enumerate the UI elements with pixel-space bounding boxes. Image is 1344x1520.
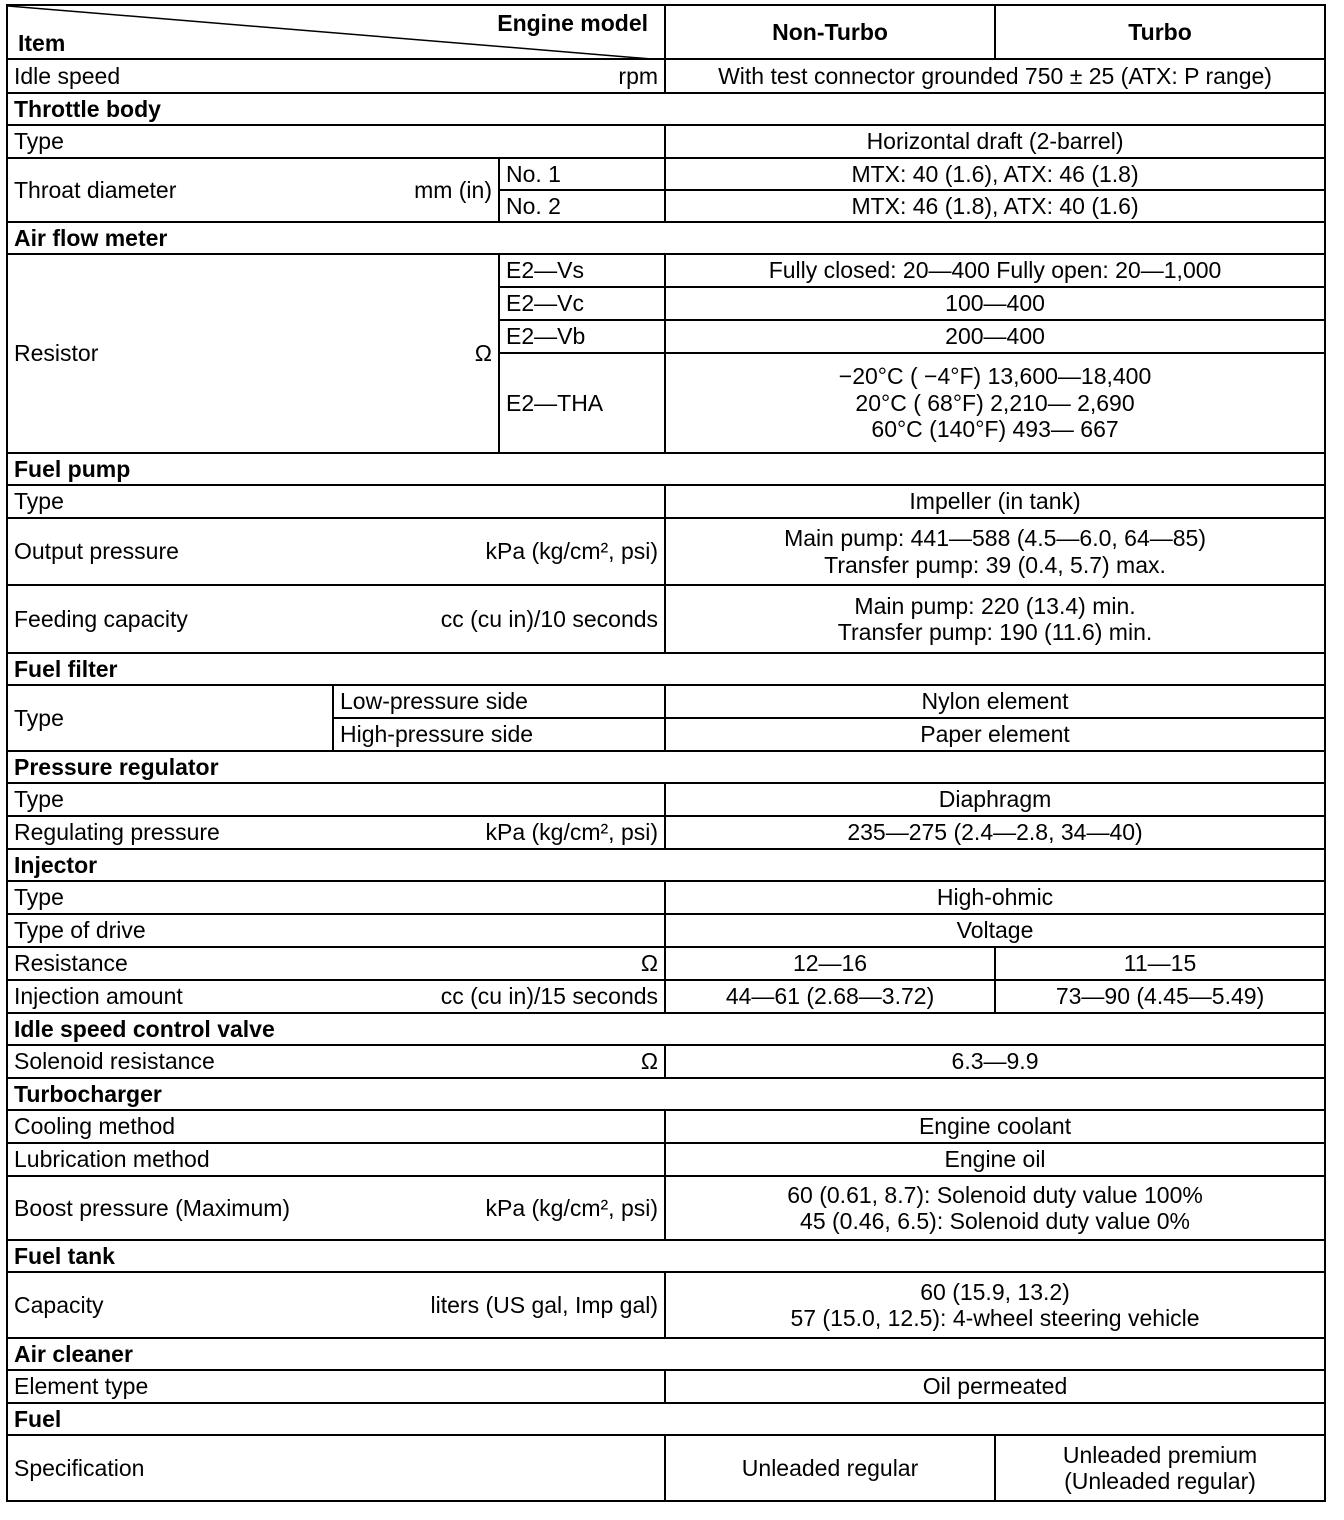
- section-pressure-regulator: Pressure regulator: [7, 751, 1325, 783]
- lubrication-method-value: Engine oil: [665, 1143, 1325, 1176]
- throat-no1-label: No. 1: [499, 158, 665, 190]
- throttle-type-label: Type: [7, 125, 665, 158]
- e2-vs-value: Fully closed: 20—400 Fully open: 20—1,000: [665, 254, 1325, 287]
- injector-type-label: Type: [7, 881, 665, 914]
- regulating-pressure-label: Regulating pressure: [14, 819, 220, 846]
- solenoid-resistance-value: 6.3—9.9: [665, 1045, 1325, 1078]
- capacity-value: 60 (15.9, 13.2) 57 (15.0, 12.5): 4-wheel steering vehicle: [665, 1272, 1325, 1338]
- regulator-type-label: Type: [7, 783, 665, 816]
- injector-resistance-label: Resistance: [14, 950, 128, 977]
- solenoid-resistance-label: Solenoid resistance: [14, 1048, 215, 1075]
- boost-pressure-unit: kPa (kg/cm², psi): [485, 1194, 659, 1221]
- drive-type-value: Voltage: [665, 914, 1325, 947]
- e2-vc-value: 100—400: [665, 287, 1325, 320]
- section-air-cleaner: Air cleaner: [7, 1338, 1325, 1370]
- element-type-label: Element type: [7, 1370, 665, 1403]
- injection-amount-turbo: 73—90 (4.45—5.49): [995, 980, 1325, 1013]
- throttle-type-value: Horizontal draft (2-barrel): [665, 125, 1325, 158]
- specifications-table: [6, 4, 1326, 1502]
- regulating-pressure-value: 235—275 (2.4—2.8, 34—40): [665, 816, 1325, 849]
- regulating-pressure-unit: kPa (kg/cm², psi): [485, 819, 659, 846]
- drive-type-label: Type of drive: [7, 914, 665, 947]
- feeding-capacity-value: Main pump: 220 (13.4) min. Transfer pump: 190 (11.6) min.: [665, 585, 1325, 653]
- section-throttle-body: Throttle body: [7, 93, 1325, 125]
- e2-vs-label: E2—Vs: [499, 254, 665, 287]
- element-type-value: Oil permeated: [665, 1370, 1325, 1403]
- tha-line-3: 60°C (140°F) 493— 667: [871, 416, 1119, 443]
- injector-resistance-unit: Ω: [640, 950, 659, 977]
- filter-type-label: Type: [7, 685, 333, 751]
- tha-line-1: −20°C ( −4°F) 13,600—18,400: [838, 363, 1152, 390]
- injector-resistance-nonturbo: 12—16: [665, 947, 995, 980]
- e2-vb-value: 200—400: [665, 320, 1325, 353]
- output-pressure-label: Output pressure: [14, 538, 179, 565]
- section-fuel-filter: Fuel filter: [7, 653, 1325, 685]
- engine-model-label: Engine model: [497, 10, 649, 36]
- throat-no2-value: MTX: 46 (1.8), ATX: 40 (1.6): [665, 190, 1325, 222]
- lubrication-method-label: Lubrication method: [7, 1143, 665, 1176]
- spec-sheet: [6, 4, 1324, 1502]
- throat-diameter-label: Throat diameter: [14, 176, 177, 203]
- e2-vc-label: E2—Vc: [499, 287, 665, 320]
- resistor-unit: Ω: [474, 340, 492, 367]
- boost-pressure-value: 60 (0.61, 8.7): Solenoid duty value 100% 45 (0.46, 6.5): Solenoid duty value 0%: [665, 1176, 1325, 1240]
- pump-type-label: Type: [7, 485, 665, 518]
- idle-speed-unit: rpm: [618, 62, 659, 89]
- output-pressure-unit: kPa (kg/cm², psi): [485, 538, 659, 565]
- specification-turbo: Unleaded premium (Unleaded regular): [995, 1435, 1325, 1501]
- feeding-capacity-label: Feeding capacity: [14, 605, 188, 632]
- boost-pressure-label: Boost pressure (Maximum): [14, 1194, 291, 1221]
- capacity-label: Capacity: [14, 1291, 104, 1318]
- non-turbo-header: Non-Turbo: [665, 5, 995, 59]
- section-fuel: Fuel: [7, 1403, 1325, 1435]
- pump-type-value: Impeller (in tank): [665, 485, 1325, 518]
- throat-no1-value: MTX: 40 (1.6), ATX: 46 (1.8): [665, 158, 1325, 190]
- throat-no2-label: No. 2: [499, 190, 665, 222]
- cooling-method-label: Cooling method: [7, 1110, 665, 1143]
- idle-speed-value: With test connector grounded 750 ± 25 (ATX: P range): [665, 59, 1325, 93]
- specification-label: Specification: [7, 1435, 665, 1501]
- injection-amount-label: Injection amount: [14, 983, 183, 1010]
- section-fuel-tank: Fuel tank: [7, 1240, 1325, 1272]
- solenoid-resistance-unit: Ω: [640, 1048, 659, 1075]
- idle-speed-label: Idle speed: [14, 62, 121, 89]
- e2-tha-label: E2—THA: [499, 353, 665, 453]
- header-diagonal-cell: [7, 5, 665, 59]
- e2-vb-label: E2—Vb: [499, 320, 665, 353]
- injection-amount-unit: cc (cu in)/15 seconds: [440, 983, 659, 1010]
- injector-resistance-turbo: 11—15: [995, 947, 1325, 980]
- section-injector: Injector: [7, 849, 1325, 881]
- e2-tha-value: [665, 353, 1325, 453]
- cooling-method-value: Engine coolant: [665, 1110, 1325, 1143]
- tha-line-2: 20°C ( 68°F) 2,210— 2,690: [855, 389, 1135, 416]
- high-pressure-value: Paper element: [665, 718, 1325, 751]
- header-row: [7, 5, 1325, 59]
- low-pressure-label: Low-pressure side: [333, 685, 665, 718]
- injector-type-value: High-ohmic: [665, 881, 1325, 914]
- item-label: Item: [18, 29, 66, 56]
- high-pressure-label: High-pressure side: [333, 718, 665, 751]
- regulator-type-value: Diaphragm: [665, 783, 1325, 816]
- low-pressure-value: Nylon element: [665, 685, 1325, 718]
- feeding-capacity-unit: cc (cu in)/10 seconds: [440, 605, 659, 632]
- section-turbocharger: Turbocharger: [7, 1078, 1325, 1110]
- throat-diameter-unit: mm (in): [414, 176, 492, 203]
- idle-speed-row: [7, 59, 1325, 93]
- turbo-header: Turbo: [995, 5, 1325, 59]
- injection-amount-nonturbo: 44—61 (2.68—3.72): [665, 980, 995, 1013]
- section-fuel-pump: Fuel pump: [7, 453, 1325, 485]
- resistor-label: Resistor: [14, 340, 99, 367]
- section-air-flow-meter: Air flow meter: [7, 222, 1325, 254]
- section-idle-speed-control-valve: Idle speed control valve: [7, 1013, 1325, 1045]
- specification-nonturbo: Unleaded regular: [665, 1435, 995, 1501]
- capacity-unit: liters (US gal, Imp gal): [430, 1291, 659, 1318]
- output-pressure-value: Main pump: 441—588 (4.5—6.0, 64—85) Transfer pump: 39 (0.4, 5.7) max.: [665, 518, 1325, 585]
